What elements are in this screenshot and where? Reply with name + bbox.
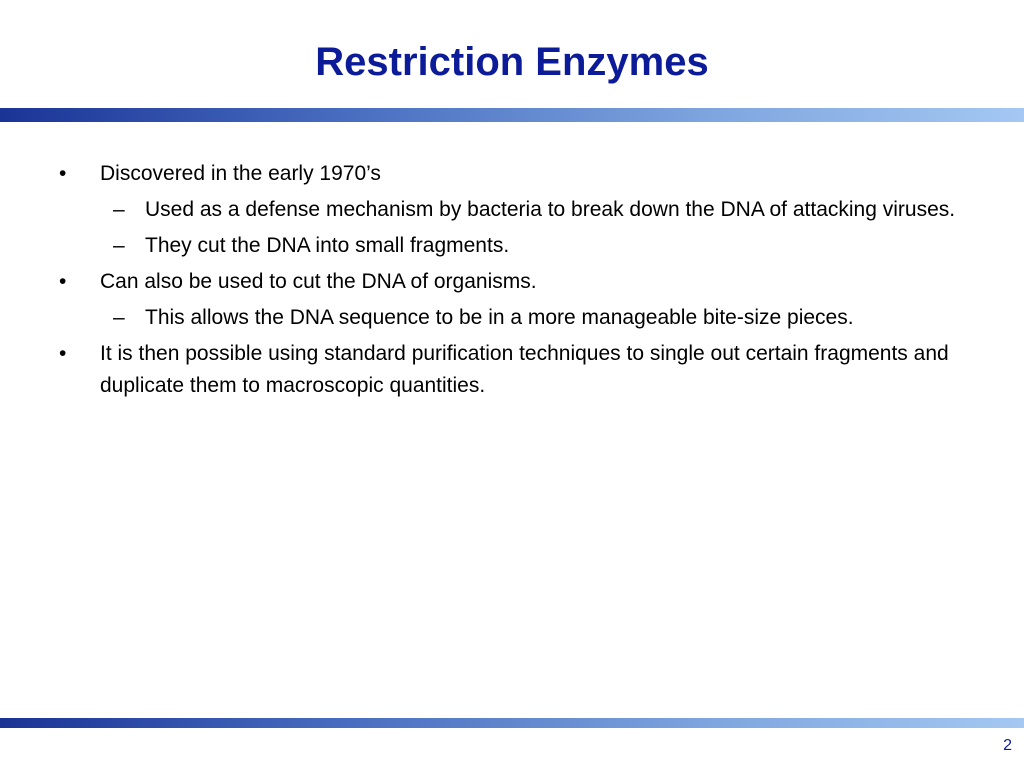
bullet-item — [0, 266, 1024, 298]
sub-bullet-text: Used as a defense mechanism by bacteria to break down the DNA of attacking viruses. — [145, 198, 956, 221]
page-number: 2 — [1003, 737, 1012, 754]
bullet-text: Can also be used to cut the DNA of organisms. — [100, 270, 537, 293]
bullet-item — [0, 338, 1024, 402]
sub-bullet-marker: – — [113, 306, 125, 329]
bullet-marker: • — [59, 270, 67, 293]
sub-bullet-item — [0, 194, 1024, 226]
sub-bullet-item — [0, 230, 1024, 262]
sub-bullet-text: This allows the DNA sequence to be in a more manageable bite-size pieces. — [145, 306, 854, 329]
bullet-text: It is then possible using standard purification techniques to single out certain fragments and duplicate them to macroscopic quantities. — [100, 342, 949, 397]
bullet-item — [0, 158, 1024, 190]
bullet-marker: • — [59, 342, 67, 365]
sub-bullet-marker: – — [113, 198, 125, 221]
title-divider-bar — [0, 108, 1024, 122]
sub-bullet-marker: – — [113, 234, 125, 257]
bullet-text: Discovered in the early 1970’s — [100, 162, 381, 185]
bullet-marker: • — [59, 162, 67, 185]
footer-divider-bar — [0, 718, 1024, 728]
sub-bullet-item — [0, 302, 1024, 334]
sub-bullet-text: They cut the DNA into small fragments. — [145, 234, 510, 257]
slide-content — [0, 158, 1024, 406]
slide-title: Restriction Enzymes — [315, 40, 709, 84]
